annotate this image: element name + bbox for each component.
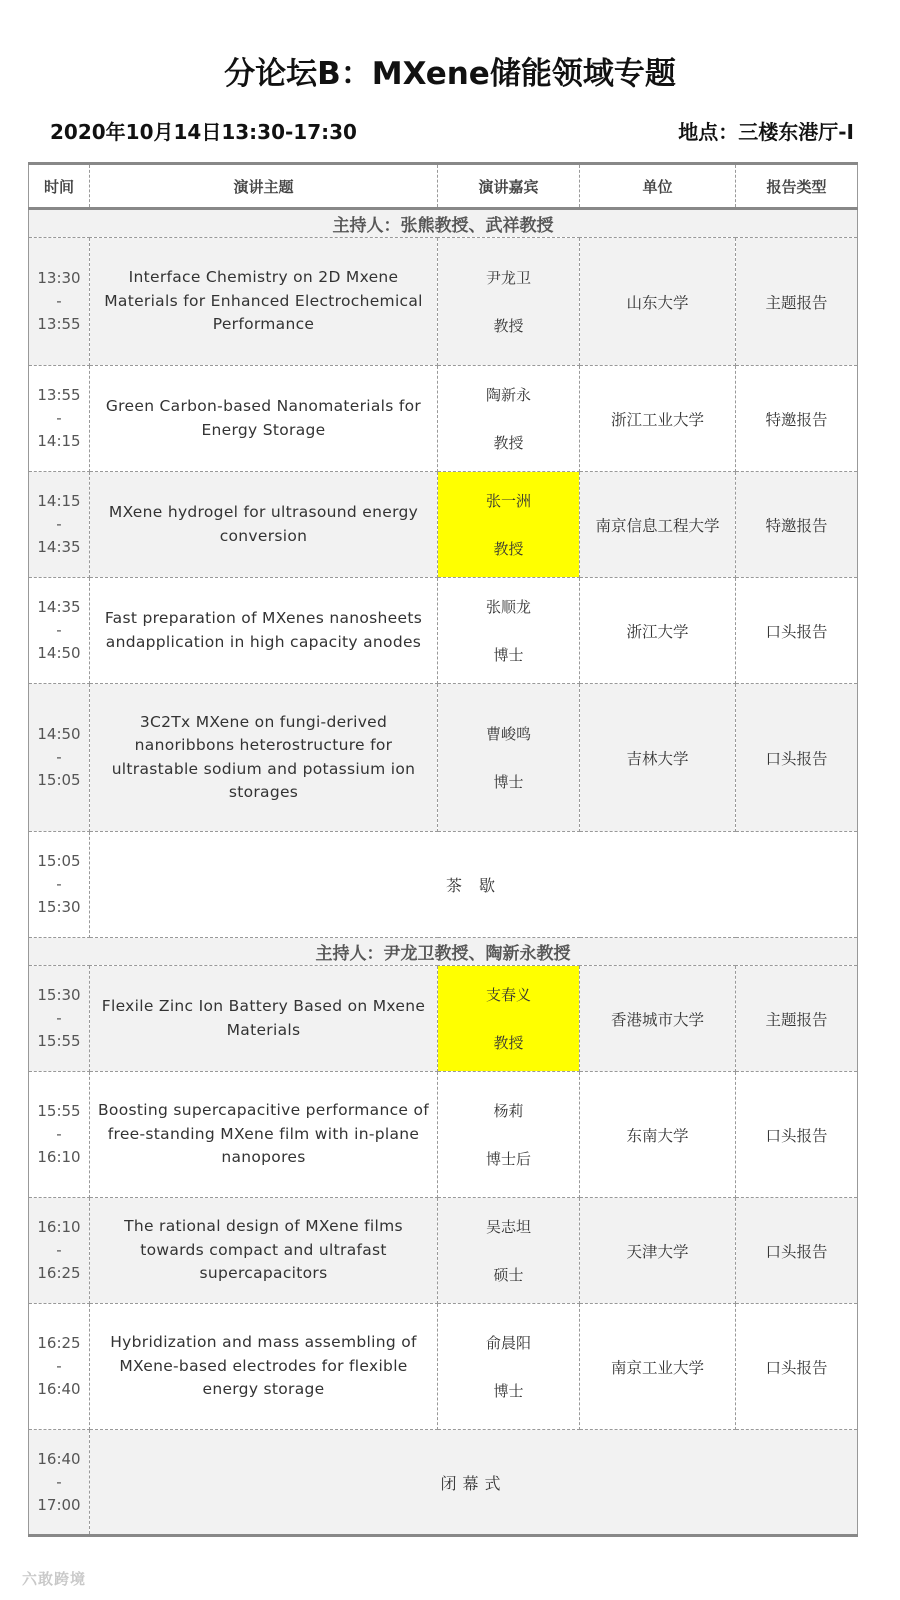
speaker-name: 陶新永	[485, 385, 531, 404]
report-type: 主题报告	[736, 238, 858, 366]
host-label: 主持人：张熊教授、武祥教授	[29, 209, 858, 238]
break-label: 闭幕式	[90, 1430, 858, 1536]
speaker-unit: 南京工业大学	[580, 1304, 736, 1430]
time-end: 15:05	[37, 771, 81, 789]
time-start: 16:25	[37, 1334, 81, 1352]
talk-topic: Green Carbon-based Nanomaterials for Energy Storage	[90, 366, 438, 472]
report-type: 口头报告	[736, 578, 858, 684]
talk-topic: MXene hydrogel for ultrasound energy conversion	[90, 472, 438, 578]
speaker-rank: 教授	[493, 433, 524, 452]
talk-row	[29, 472, 858, 578]
speaker-gap	[438, 746, 579, 770]
speaker-name: 尹龙卫	[485, 268, 531, 287]
speaker-cell	[438, 1072, 580, 1198]
speaker-unit: 吉林大学	[580, 684, 736, 832]
time-cell	[29, 238, 90, 366]
report-type: 口头报告	[736, 1198, 858, 1304]
time-end: 15:30	[37, 898, 81, 916]
break-row	[29, 832, 858, 938]
talk-row	[29, 238, 858, 366]
col-header-unit: 单位	[580, 164, 736, 209]
speaker-cell	[438, 472, 580, 578]
report-type: 主题报告	[736, 966, 858, 1072]
speaker-unit: 天津大学	[580, 1198, 736, 1304]
time-separator: -	[56, 875, 62, 893]
time-end: 16:10	[37, 1148, 81, 1166]
report-type: 特邀报告	[736, 366, 858, 472]
schedule-body	[29, 209, 858, 1536]
speaker-name: 曹峻鸣	[485, 724, 531, 743]
speaker-rank: 博士	[493, 772, 524, 791]
session-venue: 地点：三楼东港厅-I	[678, 120, 854, 144]
report-type: 口头报告	[736, 1072, 858, 1198]
time-cell	[29, 1304, 90, 1430]
col-header-type: 报告类型	[736, 164, 858, 209]
time-separator: -	[56, 409, 62, 427]
speaker-rank: 硕士	[493, 1265, 524, 1284]
speaker-unit: 浙江大学	[580, 578, 736, 684]
speaker-unit: 南京信息工程大学	[580, 472, 736, 578]
time-start: 14:35	[37, 598, 81, 616]
schedule-table	[28, 162, 858, 1537]
time-end: 15:55	[37, 1032, 81, 1050]
time-cell	[29, 684, 90, 832]
time-cell	[29, 1430, 90, 1536]
talk-row	[29, 366, 858, 472]
speaker-unit: 香港城市大学	[580, 966, 736, 1072]
col-header-time: 时间	[29, 164, 90, 209]
time-cell	[29, 1072, 90, 1198]
time-end: 14:35	[37, 538, 81, 556]
time-start: 16:40	[37, 1449, 81, 1468]
speaker-unit: 东南大学	[580, 1072, 736, 1198]
speaker-unit: 浙江工业大学	[580, 366, 736, 472]
break-label: 茶 歇	[90, 832, 858, 938]
time-separator: -	[56, 748, 62, 766]
speaker-cell	[438, 366, 580, 472]
time-cell	[29, 578, 90, 684]
speaker-name: 俞晨阳	[485, 1333, 531, 1352]
time-separator: -	[56, 1125, 62, 1143]
speaker-cell	[438, 684, 580, 832]
speaker-name: 吴志坦	[485, 1217, 531, 1236]
speaker-rank: 博士	[493, 1381, 524, 1400]
speaker-cell	[438, 1198, 580, 1304]
time-start: 13:30	[37, 269, 81, 287]
report-type: 特邀报告	[736, 472, 858, 578]
talk-topic: Flexile Zinc Ion Battery Based on Mxene Materials	[90, 966, 438, 1072]
report-type: 口头报告	[736, 684, 858, 832]
speaker-cell	[438, 578, 580, 684]
time-end: 17:00	[37, 1495, 81, 1514]
time-end: 16:25	[37, 1264, 81, 1282]
speaker-cell	[438, 1304, 580, 1430]
talk-topic: The rational design of MXene films towards compact and ultrafast supercapacitors	[90, 1198, 438, 1304]
time-start: 15:30	[37, 986, 81, 1004]
time-separator: -	[56, 1009, 62, 1027]
talk-row	[29, 1072, 858, 1198]
speaker-rank: 博士	[493, 645, 524, 664]
time-cell	[29, 366, 90, 472]
time-cell	[29, 832, 90, 938]
speaker-gap	[438, 1239, 579, 1263]
speaker-gap	[438, 513, 579, 537]
time-separator: -	[56, 621, 62, 639]
speaker-rank: 教授	[493, 539, 524, 558]
session-date: 2020年10月14日13:30-17:30	[50, 120, 357, 144]
time-separator: -	[56, 292, 62, 310]
talk-topic: Fast preparation of MXenes nanosheets andapplication in high capacity anodes	[90, 578, 438, 684]
speaker-gap	[438, 407, 579, 431]
speaker-cell	[438, 238, 580, 366]
speaker-gap	[438, 290, 579, 314]
page-title: 分论坛B：MXene储能领域专题	[224, 56, 676, 92]
talk-topic: Boosting supercapacitive performance of free-standing MXene film with in-plane nanopores	[90, 1072, 438, 1198]
speaker-gap	[438, 1007, 579, 1031]
speaker-rank: 教授	[493, 1033, 524, 1052]
time-separator: -	[56, 1357, 62, 1375]
time-end: 14:50	[37, 644, 81, 662]
host-row	[29, 938, 858, 966]
time-cell	[29, 966, 90, 1072]
talk-row	[29, 966, 858, 1072]
time-cell	[29, 1198, 90, 1304]
watermark: 六敢跨境	[22, 1570, 87, 1588]
talk-topic: 3C2Tx MXene on fungi-derived nanoribbons heterostructure for ultrastable sodium and potassium ion storages	[90, 684, 438, 832]
host-row	[29, 209, 858, 238]
speaker-name: 张顺龙	[485, 597, 531, 616]
time-separator: -	[56, 515, 62, 533]
host-label: 主持人：尹龙卫教授、陶新永教授	[29, 938, 858, 966]
speaker-gap	[438, 1123, 579, 1147]
talk-row	[29, 578, 858, 684]
time-start: 16:10	[37, 1218, 81, 1236]
time-start: 14:50	[37, 725, 81, 743]
table-header-row	[29, 164, 858, 209]
time-separator: -	[56, 1472, 62, 1491]
time-start: 13:55	[37, 386, 81, 404]
report-type: 口头报告	[736, 1304, 858, 1430]
speaker-gap	[438, 619, 579, 643]
time-start: 15:05	[37, 852, 81, 870]
time-end: 14:15	[37, 432, 81, 450]
col-header-topic: 演讲主题	[90, 164, 438, 209]
talk-row	[29, 684, 858, 832]
talk-topic: Interface Chemistry on 2D Mxene Materials for Enhanced Electrochemical Performance	[90, 238, 438, 366]
speaker-unit: 山东大学	[580, 238, 736, 366]
speaker-cell	[438, 966, 580, 1072]
speaker-name: 杨莉	[493, 1101, 524, 1120]
talk-row	[29, 1304, 858, 1430]
speaker-rank: 博士后	[485, 1149, 531, 1168]
break-row	[29, 1430, 858, 1536]
time-separator: -	[56, 1241, 62, 1259]
time-start: 15:55	[37, 1102, 81, 1120]
talk-topic: Hybridization and mass assembling of MXene-based electrodes for flexible energy storage	[90, 1304, 438, 1430]
talk-row	[29, 1198, 858, 1304]
speaker-name: 支春义	[485, 985, 531, 1004]
speaker-name: 张一洲	[485, 491, 531, 510]
col-header-speaker: 演讲嘉宾	[438, 164, 580, 209]
time-end: 13:55	[37, 315, 81, 333]
time-cell	[29, 472, 90, 578]
time-end: 16:40	[37, 1380, 81, 1398]
time-start: 14:15	[37, 492, 81, 510]
speaker-rank: 教授	[493, 316, 524, 335]
speaker-gap	[438, 1355, 579, 1379]
